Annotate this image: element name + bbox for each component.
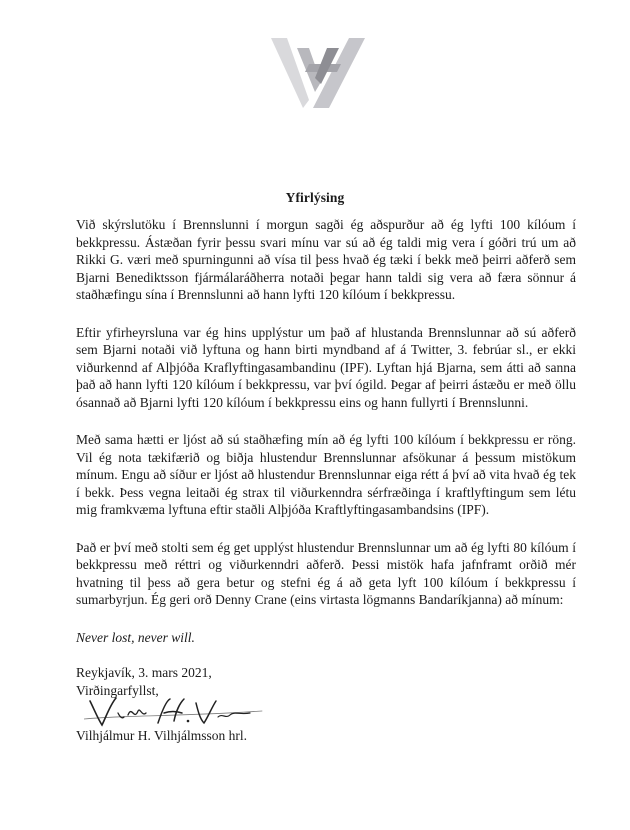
vh-logo-icon <box>269 38 365 108</box>
place-date: Reykjavík, 3. mars 2021, <box>76 665 212 680</box>
motto-quote: Never lost, never will. <box>76 629 195 645</box>
salutation: Virðingarfyllst, <box>76 682 159 698</box>
paragraph-2: Eftir yfirheyrsluna var ég hins upplýstur um það af hlustanda Brennslunnar að sú aðferð sem Bjarni notaði við lyftuna og hann birti myndband af á Twitter, 3. febrúar sl., er ekki viðurkennd af Alþjóða Kraflyftingasambandinu (IPF). Lyftan hjá Bjarna, sem átti að sanna það að hann lyfti 120 kílóum í bekkpressu, var því ógild. Þegar af þeirri ástæðu er með öllu ósannað að Bjarni lyfti 120 kílóum í bekkpressu eins og hann fullyrti í Brennslunni. <box>76 324 576 410</box>
paragraph-4: Það er því með stolti sem ég get upplýst hlustendur Brennslunnar um að ég lyfti 80 kílóum í bekkpressu með réttri og viðurkenndri aðferð. Þessi mistök hafa jafnframt orðið mér hvatning til þess að gera betur og stefni ég á að geta lyft 100 kílóum í bekkpressu í sumarbyrjun. Ég geri orð Denny Crane (eins virtasta lögmanns Bandaríkjanna) að mínum: <box>76 539 576 607</box>
letter-body <box>76 216 576 745</box>
paragraph-3: Með sama hætti er ljóst að sú staðhæfing mín að ég lyfti 100 kílóum í bekkpressu er röng. Vil ég nota tækifærið og biðja hlustendur Brennslunnar afsökunar á þessum mistökum mínum. Engu að síður er ljóst að hlustendur Brennslunnar eiga rétt á því að vita hvað ég tek í bekk. Þess vegna leitaði ég strax til viðurkenndra sérfræðinga í kraftlyftingum sem létu mig framkvæma lyftuna eftir staðli Alþjóða Kraftlyftingasambandsins (IPF). <box>76 432 576 517</box>
signature-icon <box>84 695 264 729</box>
document-title: Yfirlýsing <box>285 190 345 205</box>
signer-name: Vilhjálmur H. Vilhjálmsson hrl. <box>76 728 247 743</box>
paragraph-1: Við skýrslutöku í Brennslunni í morgun sagði ég aðspurður að ég lyfti 100 kílóum í bekkpressu. Ástæðan fyrir þessu svari mínu var sú að ég taldi mig vera í góðri trú um að Rikki G. væri með spurningunni að vísa til þess hvað ég tæki í bekk með þeirri aðferð sem Bjarni Benediktsson fjármálaráðherra notaði þegar hann taldi sig vera að færa sönnur á staðhæfingu sína í Brennslunni að hann lyfti 120 kílóum í bekkpressu. <box>76 217 576 302</box>
